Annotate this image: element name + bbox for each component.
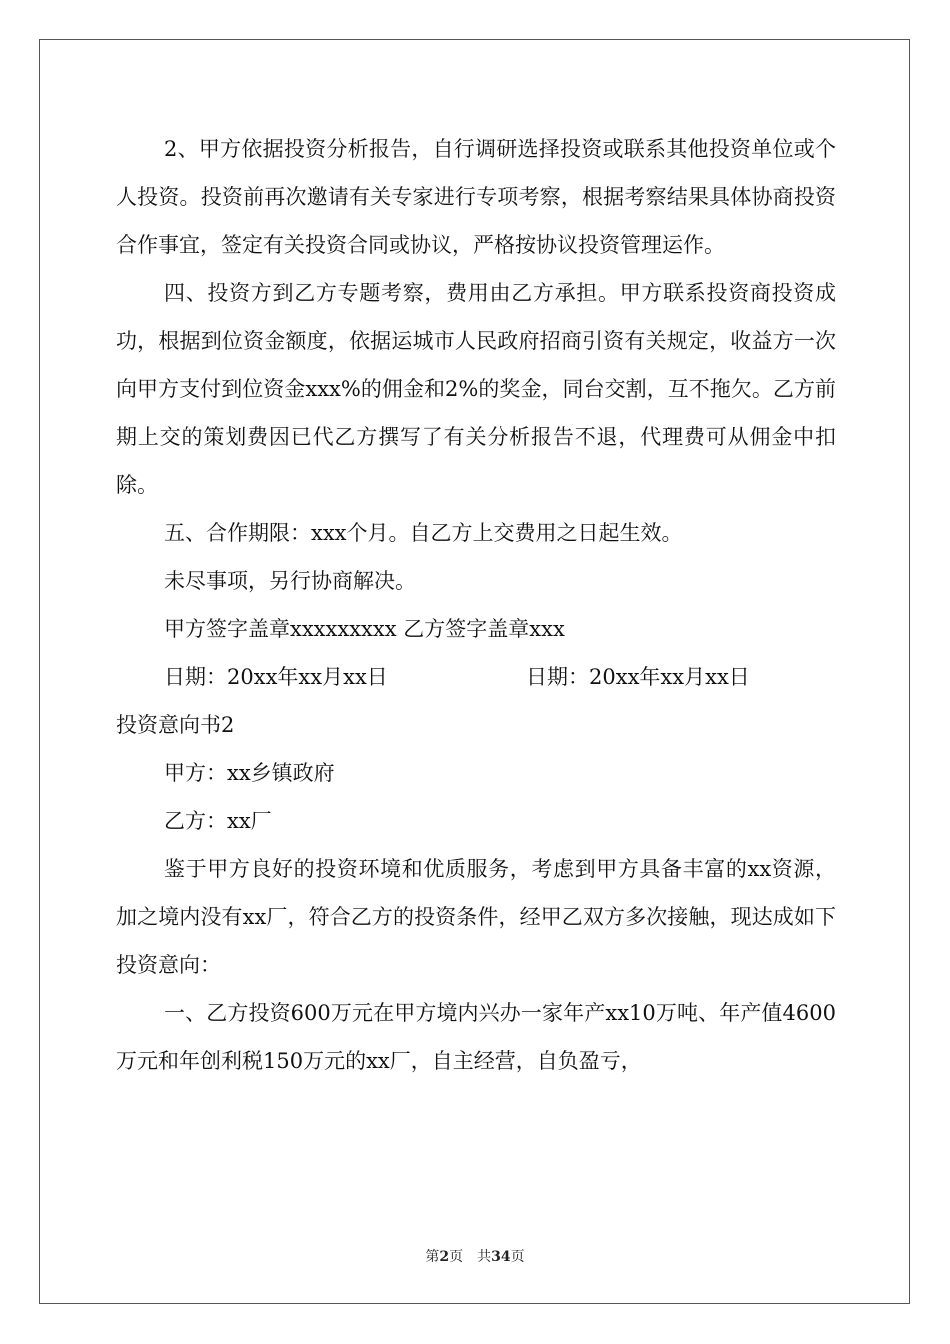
date-row bbox=[116, 653, 836, 701]
paragraph: 五、合作期限：xxx个月。自乙方上交费用之日起生效。 bbox=[164, 521, 683, 545]
date-left: 日期：20xx年xx月xx日 bbox=[164, 665, 388, 689]
signature-line: 甲方签字盖章xxxxxxxxx 乙方签字盖章xxx bbox=[164, 617, 565, 641]
paragraph: 未尽事项，另行协商解决。 bbox=[164, 569, 416, 593]
party-a: 甲方：xx乡镇政府 bbox=[164, 761, 335, 785]
paragraph: 一、乙方投资600万元在甲方境内兴办一家年产xx10万吨、年产值4600万元和年创利税150万元的xx厂，自主经营，自负盈亏， bbox=[116, 1001, 836, 1073]
paragraph: 鉴于甲方良好的投资环境和优质服务，考虑到甲方具备丰富的xx资源，加之境内没有xx厂，符合乙方的投资条件，经甲乙双方多次接触，现达成如下投资意向： bbox=[116, 857, 836, 977]
party-b: 乙方：xx厂 bbox=[164, 809, 272, 833]
total-pages: 34 bbox=[491, 1249, 511, 1265]
section-title: 投资意向书2 bbox=[116, 713, 235, 737]
date-right: 日期：20xx年xx月xx日 bbox=[526, 665, 750, 689]
page-footer bbox=[0, 1246, 950, 1266]
footer-prefix: 第 bbox=[425, 1249, 440, 1265]
document-body bbox=[116, 125, 836, 1085]
page-number: 2 bbox=[439, 1249, 450, 1265]
footer-middle: 页 共 bbox=[449, 1249, 492, 1265]
footer-suffix: 页 bbox=[510, 1249, 525, 1265]
paragraph: 四、投资方到乙方专题考察，费用由乙方承担。甲方联系投资商投资成功，根据到位资金额度，依据运城市人民政府招商引资有关规定，收益方一次向甲方支付到位资金xxx%的佣金和2%的奖金，同台交割，互不拖欠。乙方前期上交的策划费因已代乙方撰写了有关分析报告不退，代理费可从佣金中扣除。 bbox=[116, 281, 836, 497]
paragraph: 2、甲方依据投资分析报告，自行调研选择投资或联系其他投资单位或个人投资。投资前再次邀请有关专家进行专项考察，根据考察结果具体协商投资合作事宜，签定有关投资合同或协议，严格按协议投资管理运作。 bbox=[116, 137, 836, 257]
